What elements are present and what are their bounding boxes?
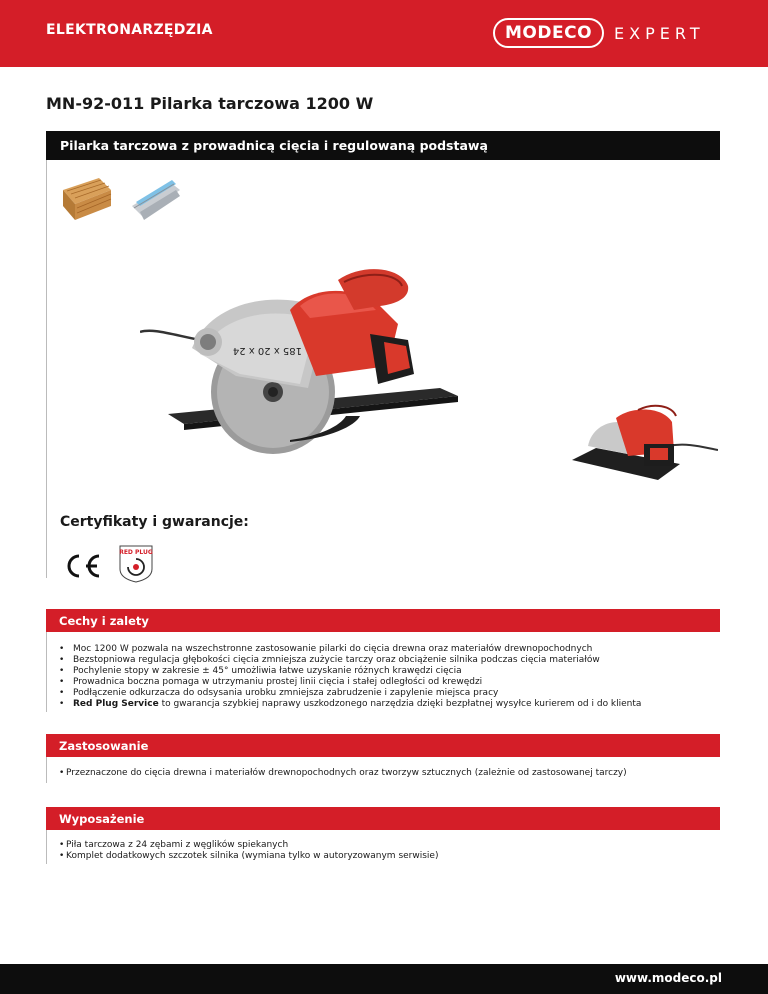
modeco-expert-logo bbox=[493, 16, 705, 50]
certificates-title: Certyfikaty i gwarancje: bbox=[60, 514, 249, 530]
application-title: Zastosowanie bbox=[59, 739, 149, 753]
features-list bbox=[59, 644, 641, 710]
category-title: ELEKTRONARZĘDZIA bbox=[46, 22, 213, 38]
wood-material-icon bbox=[61, 176, 113, 222]
list-item: • Podłączenie odkurzacza do odsysania urobku zmniejsza zabrudzenie i zapylenie miejsca pracy bbox=[59, 688, 641, 699]
product-title: MN-92-011 Pilarka tarczowa 1200 W bbox=[46, 94, 374, 113]
list-item: • Pochylenie stopy w zakresie ± 45° umożliwia łatwe uzyskanie różnych krawędzi cięcia bbox=[59, 666, 641, 677]
logo-brand: MODECO bbox=[493, 18, 604, 48]
red-plug-service-text: to gwarancja szybkiej naprawy uszkodzonego narzędzia dzięki bezpłatnej wysyłce kurierem od i do klienta bbox=[158, 699, 642, 709]
application-list bbox=[59, 768, 627, 779]
features-divider bbox=[46, 632, 47, 712]
red-plug-service-icon bbox=[117, 543, 155, 583]
list-item: • Komplet dodatkowych szczotek silnika (wymiana tylko w autoryzowanym serwisie) bbox=[59, 851, 438, 862]
equipment-divider bbox=[46, 830, 47, 864]
product-subtitle-bar bbox=[46, 131, 720, 160]
list-item bbox=[59, 699, 641, 710]
list-item: • Piła tarczowa z 24 zębami z węglików spiekanych bbox=[59, 840, 438, 851]
list-item: • Przeznaczone do cięcia drewna i materiałów drewnopochodnych oraz tworzyw sztucznych (zależnie od zastosowanej tarczy) bbox=[59, 768, 627, 779]
application-divider bbox=[46, 757, 47, 783]
list-item: • Prowadnica boczna pomaga w utrzymaniu prostej linii cięcia i stałej odległości od krewędzi bbox=[59, 677, 641, 688]
page-footer bbox=[0, 964, 768, 994]
left-divider bbox=[46, 160, 47, 578]
features-header bbox=[46, 609, 720, 632]
footer-url[interactable]: www.modeco.pl bbox=[614, 971, 722, 985]
svg-text:185 x 20 x 24: 185 x 20 x 24 bbox=[232, 345, 302, 356]
logo-expert: EXPERT bbox=[614, 23, 705, 43]
svg-text:RED PLUG: RED PLUG bbox=[119, 549, 153, 556]
features-title: Cechy i zalety bbox=[59, 614, 149, 628]
application-header bbox=[46, 734, 720, 757]
circular-saw-main-image bbox=[140, 256, 470, 478]
page-header bbox=[0, 0, 768, 67]
equipment-title: Wyposażenie bbox=[59, 812, 145, 826]
circular-saw-side-image bbox=[568, 402, 718, 484]
product-subtitle: Pilarka tarczowa z prowadnicą cięcia i regulowaną podstawą bbox=[60, 138, 488, 153]
equipment-list bbox=[59, 840, 438, 862]
list-item: • Moc 1200 W pozwala na wszechstronne zastosowanie pilarki do cięcia drewna oraz materiałów drewnopochodnych bbox=[59, 644, 641, 655]
aluminium-profile-icon bbox=[130, 176, 182, 222]
list-item: • Bezstopniowa regulacja głębokości cięcia zmniejsza zużycie tarczy oraz obciążenie silnika podczas cięcia materiałów bbox=[59, 655, 641, 666]
red-plug-service-label: Red Plug Service bbox=[73, 699, 159, 709]
equipment-header bbox=[46, 807, 720, 830]
ce-mark-icon bbox=[62, 553, 102, 579]
